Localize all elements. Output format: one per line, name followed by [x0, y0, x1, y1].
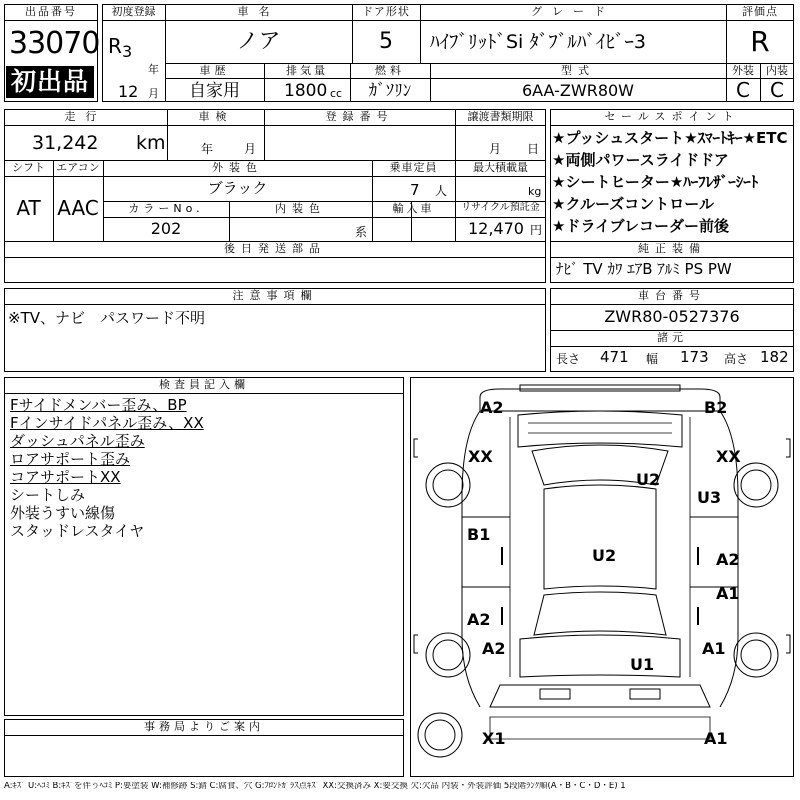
height-label: 高さ — [724, 352, 749, 366]
load-label: 最大積載量 — [473, 161, 528, 174]
recycle-label: リサイクル預託金 — [461, 202, 540, 213]
lot-label: 出品番号 — [25, 5, 77, 18]
history-label: 車歴 — [199, 64, 230, 77]
transfer-month: 月 — [489, 142, 502, 156]
model-label: 型式 — [561, 64, 595, 77]
mileage: 31,242 — [32, 132, 99, 154]
first-reg-label: 初度登録 — [111, 5, 156, 18]
height-value: 182 — [760, 348, 789, 366]
chassis-label: 車台番号 — [638, 289, 706, 302]
color-no: 202 — [150, 219, 182, 238]
notes-label: 注意事項欄 — [232, 289, 318, 302]
wheel-front-left — [426, 463, 470, 507]
doors: 5 — [379, 29, 393, 54]
month-unit: 月 — [148, 87, 159, 100]
shift-label: シフト — [12, 161, 45, 174]
mark-rear-bumper-left: X1 — [482, 729, 506, 748]
inspector-line-8: スタッドレスタイヤ — [10, 522, 145, 540]
car-name-label: 車名 — [237, 5, 280, 18]
doors-label: ドア形状 — [362, 5, 410, 18]
model: 6AA-ZWR80W — [521, 81, 634, 100]
ac-label: エアコン — [56, 161, 100, 174]
inspector-line-2: Fインサイドパネル歪み、XX — [10, 414, 204, 432]
import-label: 輸入車 — [392, 202, 435, 215]
interior-grade: C — [770, 78, 784, 102]
front-bumper — [520, 385, 680, 391]
year-unit: 年 — [148, 63, 159, 76]
inspection-month-unit: 月 — [244, 142, 257, 156]
first-reg-month: 12 — [118, 82, 139, 101]
length-label: 長さ — [556, 352, 581, 366]
first-reg-year: 3 — [122, 42, 133, 61]
load-unit: kg — [528, 185, 542, 198]
inspection-label: 車検 — [198, 110, 233, 123]
ac: AAC — [57, 196, 99, 220]
transfer-day: 日 — [527, 142, 540, 156]
wheel-rear-right — [734, 633, 778, 677]
length-value: 471 — [600, 348, 629, 366]
equipment: ﾅﾋﾞ TV ｶﾜ ｴｱB ｱﾙﾐ PS PW — [556, 260, 732, 278]
inspector-line-4: ロアサポート歪み — [10, 450, 131, 468]
rear-bumper — [490, 685, 710, 707]
sales-points-label: セールスポイント — [604, 110, 740, 123]
history: 自家用 — [189, 81, 240, 101]
legend: A:ｷｽﾞ U:ﾍｺﾐ B:ｷｽﾞを伴うﾍｺﾐ P:要塗装 W:補修跡 S:錆 C:腐食、穴 G:ﾌﾛﾝﾄｶﾞﾗｽ点ｷｽﾞ XX:交換済み X:要交換 欠:欠品 内装・外装評価 5段階ﾗﾝｸ順(A・B・C・D・E) 1 — [4, 782, 626, 791]
int-color-unit: 系 — [355, 225, 368, 239]
rear-deck — [520, 635, 680, 677]
mark-right-rear-door: A2 — [716, 550, 740, 569]
exterior-grade: C — [736, 78, 750, 102]
displacement: 1800 — [284, 81, 328, 101]
mark-rear-bumper-right: A1 — [704, 729, 728, 748]
mark-left-rear-door: A2 — [467, 610, 491, 629]
fuel-label: 燃料 — [375, 64, 405, 77]
grade-label: グレード — [531, 5, 615, 18]
wheel-rear-left — [426, 633, 470, 677]
mark-back-door: U1 — [630, 655, 655, 674]
first-listing-badge: 初出品 — [6, 66, 94, 98]
capacity-label: 乗車定員 — [389, 161, 438, 174]
inspector-line-6: シートしみ — [10, 486, 86, 504]
width-label: 幅 — [646, 352, 659, 366]
sales-point-1: ★プッシュスタート★ｽﾏｰﾄｷｰ★ETC — [552, 129, 788, 147]
displacement-label: 排気量 — [286, 64, 328, 77]
sales-point-3: ★シートヒーター★ﾊｰﾌﾚｻﾞｰｼｰﾄ — [552, 173, 759, 191]
mark-hood: U2 — [636, 470, 661, 489]
dims-label: 諸元 — [657, 331, 687, 344]
spare-wheel — [418, 713, 462, 757]
fuel: ｶﾞｿﾘﾝ — [368, 81, 412, 101]
mark-right-quarter: A1 — [716, 584, 740, 603]
transfer-label: 譲渡書類期限 — [467, 110, 534, 123]
inspector-label: 検査員記入欄 — [159, 378, 249, 391]
recycle-unit: 円 — [530, 223, 543, 237]
int-color-label: 内装色 — [275, 202, 326, 215]
sales-point-5: ★ドライブレコーダー前後 — [552, 217, 729, 235]
grade: ﾊｲﾌﾞﾘｯﾄﾞSi ﾀﾞﾌﾞﾙﾊﾞｲﾋﾞｰ3 — [430, 31, 646, 53]
era: R — [108, 34, 122, 58]
inspection-year-unit: 年 — [201, 142, 214, 156]
score-label: 評価点 — [742, 5, 778, 18]
displacement-unit: cc — [330, 87, 343, 100]
mileage-unit: km — [136, 132, 166, 154]
mark-left-quarter: A2 — [482, 639, 506, 658]
capacity: 7 — [410, 181, 420, 199]
lot-number: 33070 — [9, 26, 100, 61]
shift: AT — [16, 196, 41, 220]
ext-color-label: 外装色 — [212, 161, 263, 174]
car-name: ノア — [236, 29, 281, 54]
capacity-unit: 人 — [435, 184, 448, 198]
mark-left-front-door: B1 — [467, 525, 491, 544]
mark-front-bumper-left: A2 — [480, 398, 504, 417]
mark-roof: U2 — [592, 546, 617, 565]
equipment-label: 純正装備 — [638, 242, 706, 255]
notes-text: ※TV、ナビ パスワード不明 — [8, 309, 205, 327]
mileage-label: 走行 — [64, 110, 107, 123]
reg-no-label: 登録番号 — [325, 110, 394, 123]
office-label: 事務局よりご案内 — [144, 720, 264, 733]
mark-front-right-fender: XX — [716, 447, 741, 466]
hood-outline — [518, 411, 682, 447]
rear-glass — [534, 592, 666, 635]
later-parts-label: 後日発送部品 — [224, 242, 326, 255]
inspector-line-1: Fサイドメンバー歪み、BP — [10, 396, 187, 414]
roof — [544, 485, 656, 589]
front-bumper-outline — [480, 389, 720, 411]
chassis-number: ZWR80-0527376 — [604, 307, 740, 326]
interior-label: 内装 — [766, 64, 788, 77]
inspector-line-3: ダッシュパネル歪み — [10, 432, 145, 450]
exterior-label: 外装 — [732, 64, 754, 77]
mark-right-rear-wheelarch: A1 — [702, 639, 726, 658]
inspector-line-5: コアサポートXX — [10, 468, 121, 486]
recycle: 12,470 — [468, 219, 524, 238]
mark-front-left-fender: XX — [468, 447, 493, 466]
mark-right-front-door: U3 — [697, 488, 722, 507]
inspector-line-7: 外装うすい線傷 — [10, 504, 116, 522]
mark-front-bumper-right: B2 — [704, 398, 728, 417]
width-value: 173 — [680, 348, 709, 366]
color-no-label: カラーNo. — [128, 202, 204, 215]
ext-color: ブラック — [207, 179, 268, 197]
sales-point-2: ★両側パワースライドドア — [552, 151, 729, 169]
car-diagram — [410, 377, 794, 777]
wheel-front-right — [734, 463, 778, 507]
score: R — [750, 25, 770, 58]
sales-point-4: ★クルーズコントロール — [552, 195, 714, 213]
